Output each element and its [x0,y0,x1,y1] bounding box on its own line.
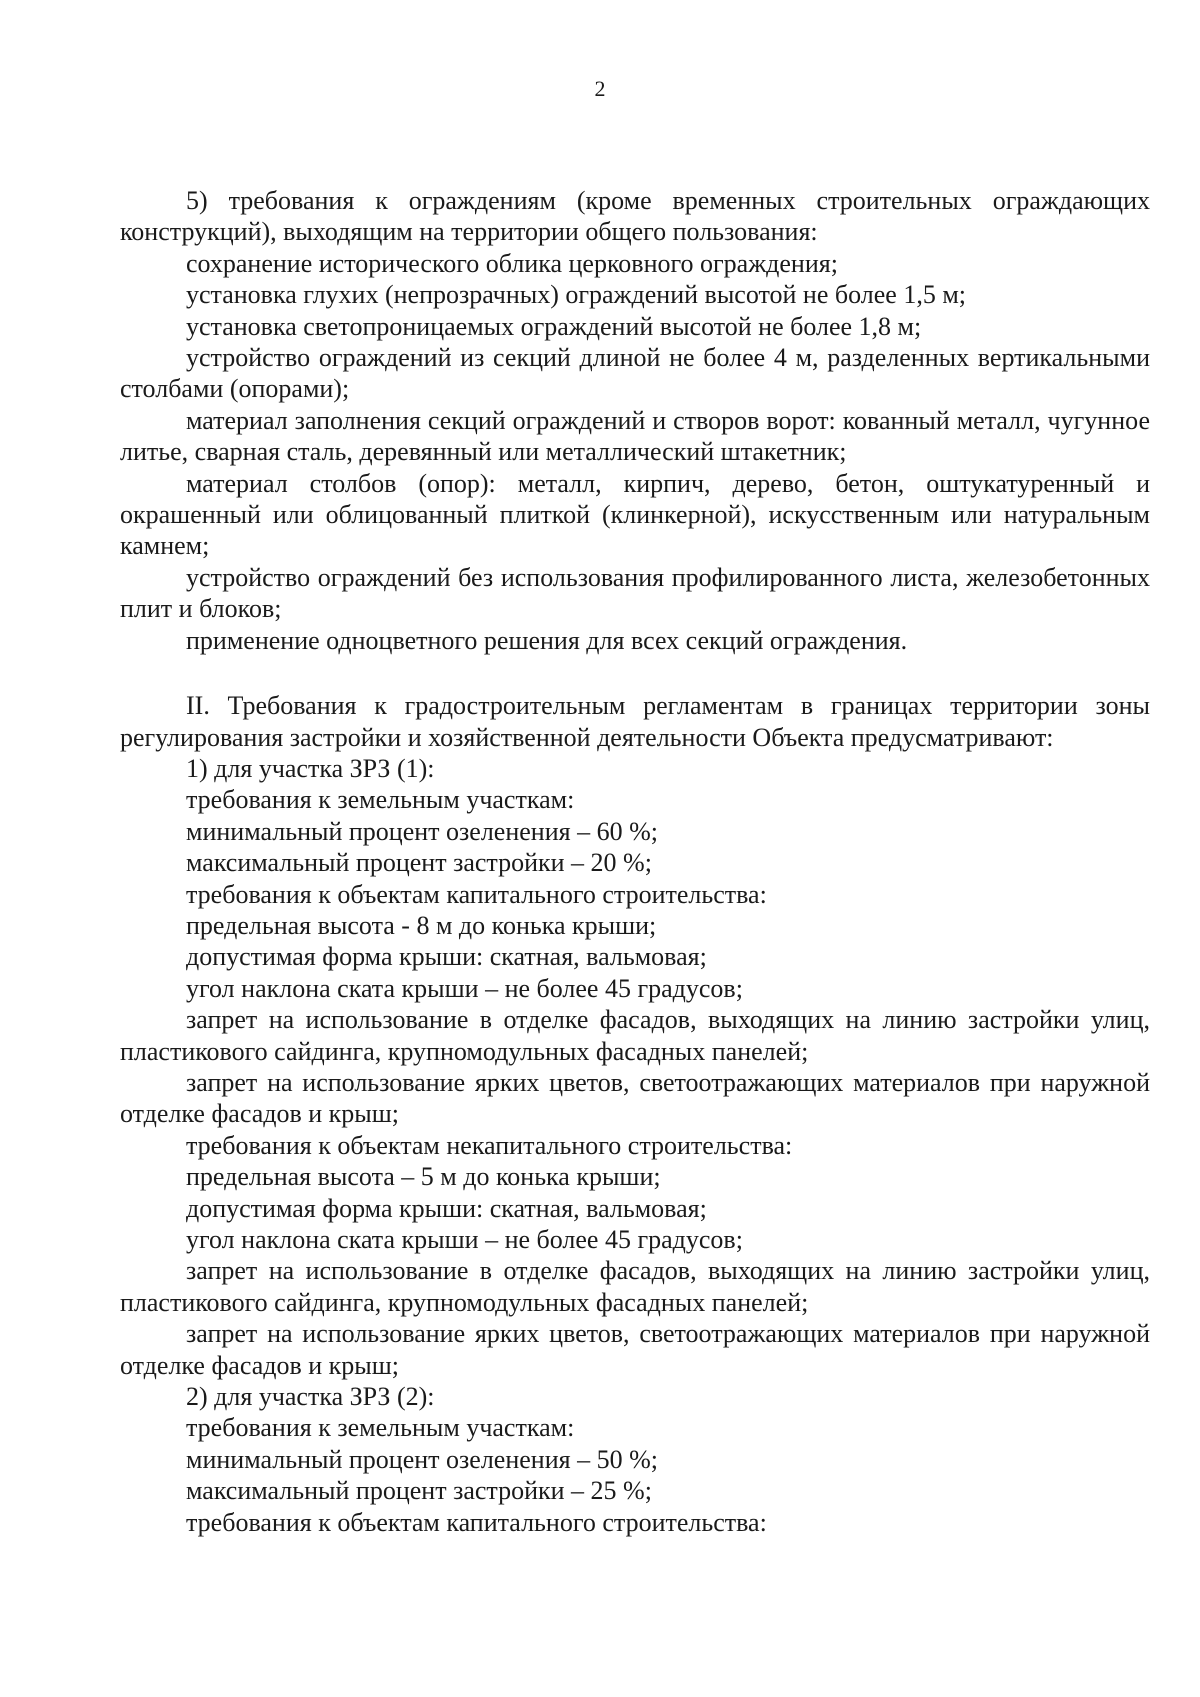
section-heading: II. Требования к градостроительным регламентам в границах территории зоны регулирования застройки и хозяйственной деятельности Объекта предусматривают: [120,691,1150,752]
document-body [120,185,1150,1538]
paragraph: установка глухих (непрозрачных) ограждений высотой не более 1,5 м; [186,280,966,310]
paragraph: сохранение исторического облика церковного ограждения; [186,248,838,278]
paragraph: минимальный процент озеленения – 50 %; [186,1444,658,1474]
paragraph: максимальный процент застройки – 25 %; [186,1476,652,1506]
paragraph: требования к земельным участкам: [186,785,575,815]
paragraph: применение одноцветного решения для всех секций ограждения. [186,625,908,655]
paragraph: устройство ограждений из секций длиной не более 4 м, разделенных вертикальными столбами (опорами); [120,343,1150,404]
paragraph: предельная высота - 8 м до конька крыши; [186,910,657,940]
paragraph: 5) требования к ограждениям (кроме временных строительных ограждающих конструкций), выходящим на территории общего пользования: [120,186,1150,247]
paragraph: устройство ограждений без использования профилированного листа, железобетонных плит и блоков; [120,562,1150,624]
paragraph: допустимая форма крыши: скатная, вальмовая; [186,1193,707,1223]
paragraph: требования к объектам капитального строительства: [186,879,767,909]
paragraph: 1) для участка ЗРЗ (1): [186,753,435,783]
paragraph: максимальный процент застройки – 20 %; [186,848,652,878]
paragraph: запрет на использование в отделке фасадов, выходящих на линию застройки улиц, пластикового сайдинга, крупномодульных фасадных панелей; [120,1005,1150,1066]
paragraph: запрет на использование ярких цветов, светоотражающих материалов при наружной отделке фасадов и крыш; [120,1067,1150,1129]
paragraph: угол наклона ската крыши – не более 45 градусов; [186,1225,743,1254]
paragraph: угол наклона ската крыши – не более 45 градусов; [186,973,743,1003]
page-number: 2 [594,76,606,101]
paragraph: материал столбов (опор): металл, кирпич, дерево, бетон, оштукатуренный и окрашенный или облицованный плиткой (клинкерной), искусственным или натуральным камнем; [120,468,1150,561]
paragraph: предельная высота – 5 м до конька крыши; [186,1162,661,1192]
paragraph: запрет на использование ярких цветов, светоотражающих материалов при наружной отделке фасадов и крыш; [120,1319,1150,1380]
section-spacer [120,656,1150,690]
paragraph: требования к земельным участкам: [186,1413,575,1443]
paragraph: допустимая форма крыши: скатная, вальмовая; [186,942,707,972]
fence-requirements-section [120,185,1150,656]
paragraph: материал заполнения секций ограждений и створов ворот: кованный металл, чугунное литье, сварная сталь, деревянный или металлический штакетник; [120,405,1150,467]
urban-planning-requirements-section [120,690,1150,1538]
paragraph: запрет на использование в отделке фасадов, выходящих на линию застройки улиц, пластикового сайдинга, крупномодульных фасадных панелей; [120,1256,1150,1317]
paragraph: требования к объектам некапитального строительства: [186,1130,793,1160]
paragraph: требования к объектам капитального строительства: [186,1507,767,1537]
paragraph: установка светопроницаемых ограждений высотой не более 1,8 м; [186,311,922,341]
paragraph: 2) для участка ЗРЗ (2): [186,1382,435,1412]
paragraph: минимальный процент озеленения – 60 %; [186,816,658,846]
